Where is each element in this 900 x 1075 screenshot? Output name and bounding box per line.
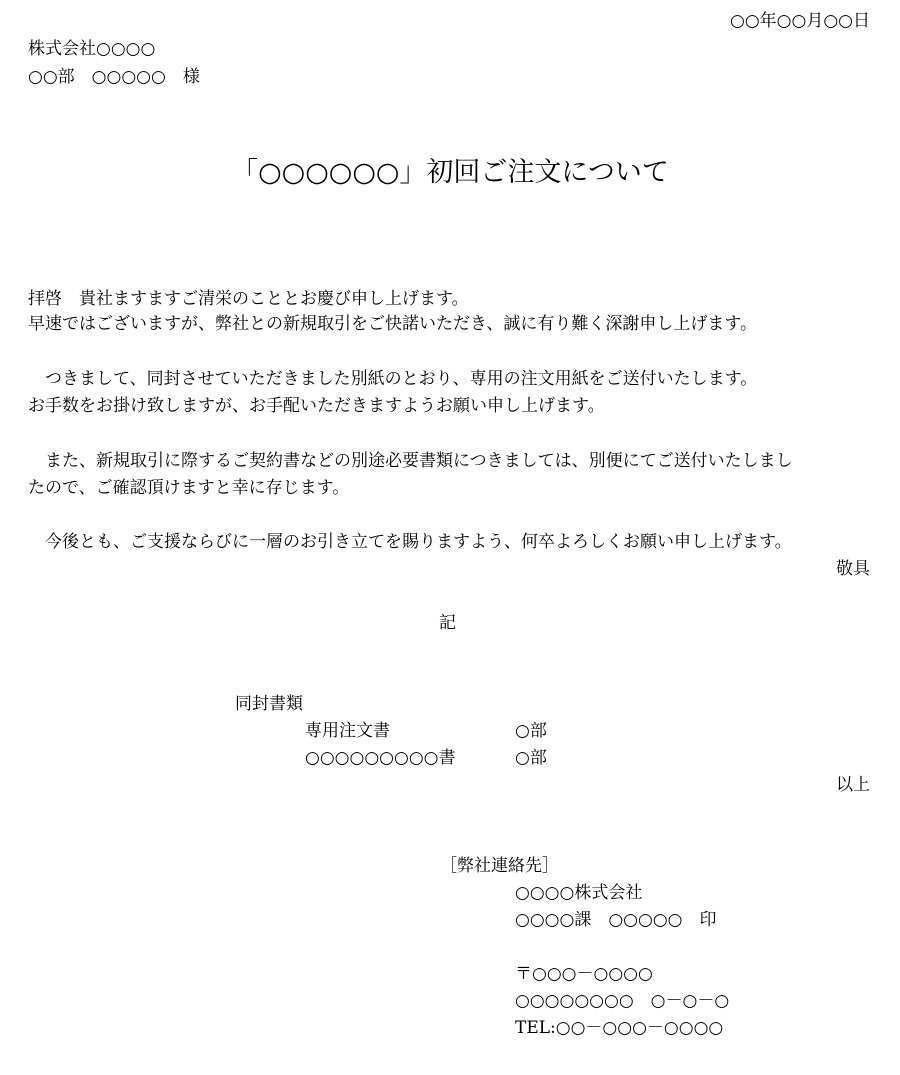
enclosure-item-1-qty: ○部 <box>515 721 547 741</box>
enclosure-item-2-qty: ○部 <box>515 748 547 768</box>
contact-tel: TEL:○○－○○○－○○○○ <box>515 1018 724 1038</box>
contact-postal: 〒○○○－○○○○ <box>515 964 653 984</box>
body-paragraph-2-line-1: つきまして、同封させていただきました別紙のとおり、専用の注文用紙をご送付いたします。 <box>28 369 758 389</box>
enclosure-item-1-name: 専用注文書 <box>305 721 390 741</box>
body-paragraph-4-line-1: 今後とも、ご支援ならびに一層のお引き立てを賜りますよう、何卒よろしくお願い申し上げます。 <box>28 532 792 552</box>
letter-date: ○○年○○月○○日 <box>729 11 870 31</box>
closing-ijou: 以上 <box>836 775 870 795</box>
body-paragraph-2-line-2: お手数をお掛け致しますが、お手配いただきますようお願い申し上げます。 <box>28 396 605 416</box>
contact-company: ○○○○株式会社 <box>515 883 643 903</box>
recipient-company: 株式会社○○○○ <box>28 39 156 59</box>
ki-heading: 記 <box>439 613 456 633</box>
enclosures-heading: 同封書類 <box>235 694 303 714</box>
contact-address: ○○○○○○○○ ○－○－○ <box>515 991 730 1011</box>
body-paragraph-3-line-1: また、新規取引に際するご契約書などの別途必要書類につきましては、別便にてご送付いたしまし <box>28 451 793 471</box>
body-paragraph-1-line-2: 早速ではございますが、弊社との新規取引をご快諾いただき、誠に有り難く深謝申し上げます。 <box>28 314 757 334</box>
body-paragraph-3-line-2: たので、ご確認頂けますと幸に存じます。 <box>28 478 350 498</box>
contact-heading: ［弊社連絡先］ <box>440 856 559 876</box>
enclosure-item-2-name: ○○○○○○○○○書 <box>305 748 456 768</box>
letter-title: 「○○○○○○」初回ご注文について <box>231 157 669 188</box>
greeting-line: 拝啓 貴社ますますご清栄のこととお慶び申し上げます。 <box>28 289 469 309</box>
contact-dept: ○○○○課 ○○○○○ 印 <box>515 910 717 930</box>
recipient-person: ○○部 ○○○○○ 様 <box>28 67 200 87</box>
closing-keigu: 敬具 <box>836 559 870 579</box>
